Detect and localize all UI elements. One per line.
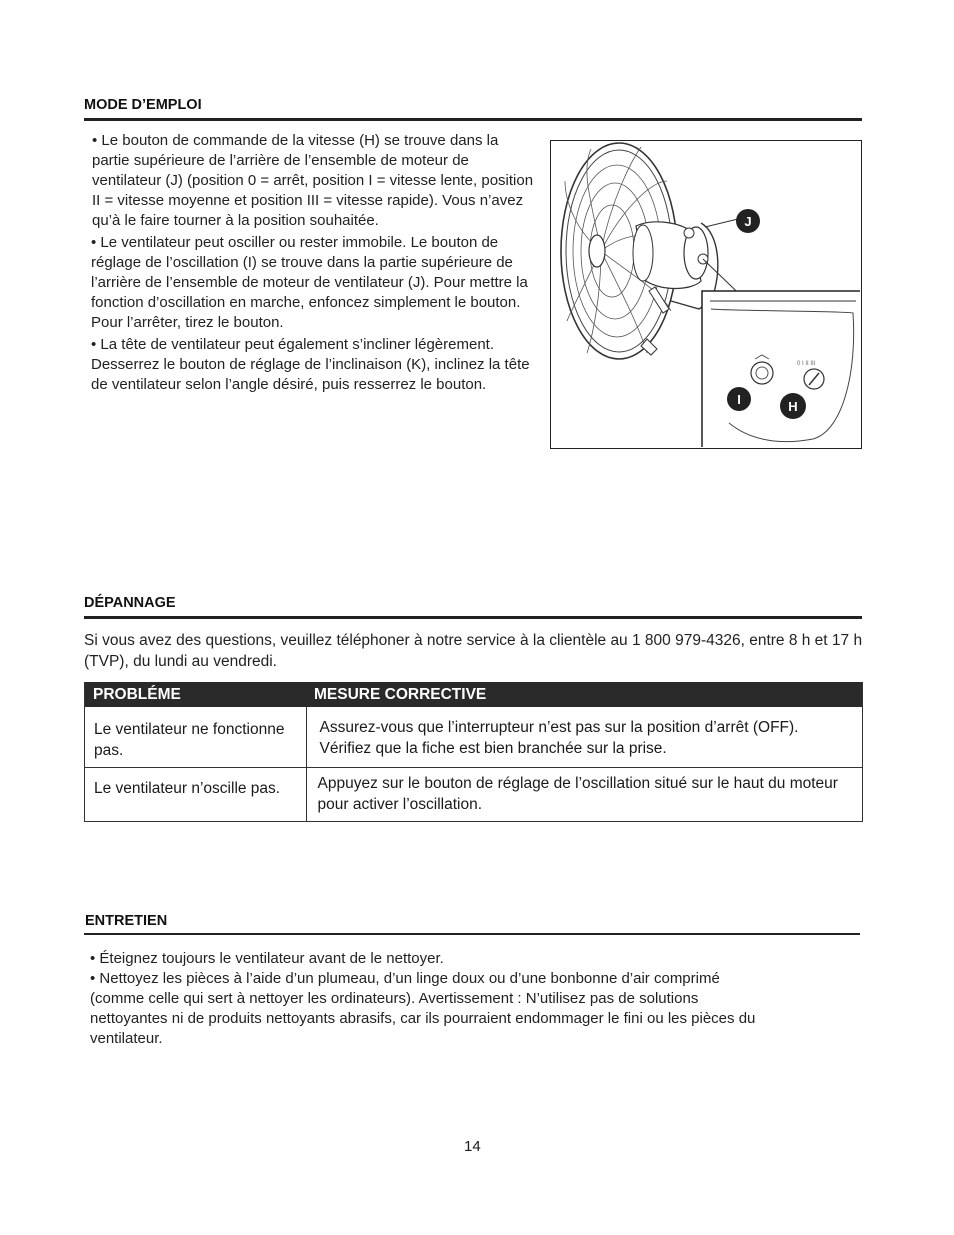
- maintenance-bullet: • Éteignez toujours le ventilateur avant de le nettoyer.: [90, 950, 444, 967]
- troubleshooting-table: [84, 682, 863, 822]
- troubleshooting-table-wrap: [84, 682, 863, 822]
- fan-drawing: [551, 141, 860, 447]
- speed-marks: 0 I II III: [797, 361, 816, 367]
- callout-h-label: H: [788, 399, 798, 414]
- instruction-bullet: • La tête de ventilateur peut également s’incliner légèrement. Desserrez le bouton de réglage de l’inclinaison (K), inclinez la tête de ventilateur selon l’angle désiré, puis resserrez le bouton.: [91, 336, 530, 393]
- section-rule: [84, 118, 862, 121]
- table-row: [85, 768, 863, 822]
- callout-j-label: J: [744, 214, 752, 229]
- section-rule: [84, 933, 860, 935]
- table-row: [85, 707, 863, 768]
- instruction-bullet: • Le ventilateur peut osciller ou rester immobile. Le bouton de réglage de l’oscillation (I) se trouve dans la partie supérieure de l’arrière de l’ensemble de moteur de ventilateur (J). Pour mettre la fonction d’oscillation en marche, enfoncez simplement le bouton. Pour l’arrêter, tirez le bouton.: [91, 234, 528, 331]
- maintenance-bullet: • Nettoyez les pièces à l’aide d’un plumeau, d’un linge doux ou d’une bonbonne d’air comprimé (comme celle qui sert à nettoyer les ordinateurs). Avertissement : N’utilisez pas de solutions nettoyantes ni de produits nettoyants abrasifs, car ils pourraient endommager le fini ou les pièces du ventilateur.: [90, 970, 756, 1047]
- callout-i-label: I: [737, 392, 741, 407]
- fan-illustration: [550, 140, 862, 449]
- column-header-action: MESURE CORRECTIVE: [306, 682, 863, 707]
- entretien-text: [90, 949, 770, 1049]
- page-number: 14: [464, 1138, 481, 1155]
- section-heading-mode-emploi: MODE D’EMPLOI: [84, 97, 202, 113]
- section-rule: [84, 616, 862, 619]
- action-cell: Appuyez sur le bouton de réglage de l’oscillation situé sur le haut du moteur pour activer l’oscillation.: [306, 768, 863, 822]
- table-header-row: [85, 682, 863, 707]
- action-cell: Assurez-vous que l’interrupteur n’est pas sur la position d’arrêt (OFF). Vérifiez que la fiche est bien branchée sur la prise.: [306, 707, 863, 768]
- depannage-intro: Si vous avez des questions, veuillez téléphoner à notre service à la clientèle au 1 800 979-4326, entre 8 h et 17 h (TVP), du lundi au vendredi.: [84, 632, 863, 670]
- section-heading-depannage: DÉPANNAGE: [84, 595, 176, 611]
- mode-emploi-text: [92, 131, 534, 397]
- problem-cell: Le ventilateur n’oscille pas.: [85, 768, 307, 822]
- column-header-problem: PROBLÉME: [85, 682, 307, 707]
- problem-cell: Le ventilateur ne fonctionne pas.: [85, 707, 307, 768]
- section-heading-entretien: ENTRETIEN: [85, 913, 168, 929]
- instruction-bullet: • Le bouton de commande de la vitesse (H) se trouve dans la partie supérieure de l’arrière de l’ensemble de moteur de ventilateur (J) (position 0 = arrêt, position I = vitesse lente, position II = vitesse moyenne et position III = vitesse rapide). Vous n’avez qu’à le faire tourner à la position souhaitée.: [92, 132, 534, 229]
